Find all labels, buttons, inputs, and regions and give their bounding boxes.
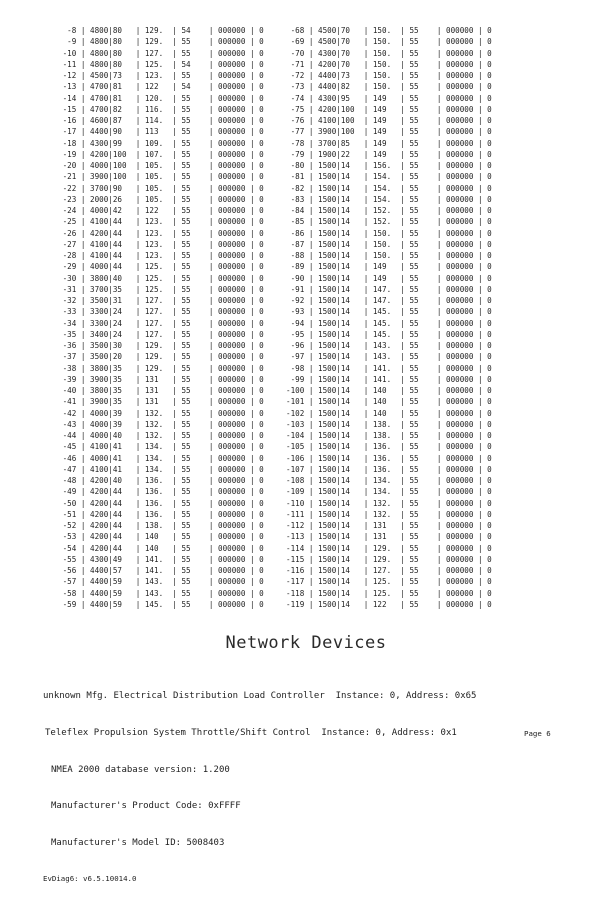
device-detail-line: Manufacturer's Product Code: 0xFFFF [51,801,241,812]
table-row: -104 | 1500|14 | 138. | 55 | 000000 | 0 [286,431,492,440]
table-row: -79 | 1900|22 | 149 | 55 | 000000 | 0 [286,149,492,159]
device-line: Teleflex Propulsion System Throttle/Shift Control Instance: 0, Address: 0x1 [45,728,457,739]
table-row: -56 | 4400|57 | 141. | 55 | 000000 | 0 [58,566,264,575]
table-row: -84 | 1500|14 | 152. | 55 | 000000 | 0 [286,206,492,215]
table-row: -82 | 1500|14 | 154. | 55 | 000000 | 0 [286,183,492,193]
table-row: -21 | 3900|100 | 105. | 55 | 000000 | 0 [58,172,264,182]
table-row: -68 | 4500|70 | 150. | 55 | 000000 | 0 [286,26,492,35]
table-row: -18 | 4300|99 | 109. | 55 | 000000 | 0 [58,138,264,148]
table-row: -109 | 1500|14 | 134. | 55 | 000000 | 0 [286,487,492,497]
table-row: -47 | 4100|41 | 134. | 55 | 000000 | 0 [58,464,264,474]
table-row: -81 | 1500|14 | 154. | 55 | 000000 | 0 [286,172,492,182]
table-row: -44 | 4000|40 | 132. | 55 | 000000 | 0 [58,431,264,440]
table-row: -89 | 1500|14 | 149 | 55 | 000000 | 0 [286,262,492,272]
table-row: -110 | 1500|14 | 132. | 55 | 000000 | 0 [286,498,492,508]
table-row: -76 | 4100|100 | 149 | 55 | 000000 | 0 [286,116,492,125]
table-row: -17 | 4400|90 | 113 | 55 | 000000 | 0 [58,127,264,137]
table-row: -55 | 4300|49 | 141. | 55 | 000000 | 0 [58,554,264,564]
table-row: -69 | 4500|70 | 150. | 55 | 000000 | 0 [286,37,492,47]
table-row: -77 | 3900|100 | 149 | 55 | 000000 | 0 [286,127,492,137]
table-row: -15 | 4700|82 | 116. | 55 | 000000 | 0 [58,104,264,114]
table-row: -23 | 2000|26 | 105. | 55 | 000000 | 0 [58,194,264,204]
table-row: -8 | 4800|80 | 129. | 54 | 000000 | 0 [58,26,264,35]
table-row: -97 | 1500|14 | 143. | 55 | 000000 | 0 [286,352,492,362]
table-row: -94 | 1500|14 | 145. | 55 | 000000 | 0 [286,318,492,328]
table-row: -72 | 4400|73 | 150. | 55 | 000000 | 0 [286,71,492,80]
table-row: -117 | 1500|14 | 125. | 55 | 000000 | 0 [286,577,492,587]
table-row: -106 | 1500|14 | 136. | 55 | 000000 | 0 [286,453,492,463]
network-devices-list [43,666,476,910]
device-detail-line: Manufacturer's Model ID: 5008403 [51,837,225,848]
table-row: -107 | 1500|14 | 136. | 55 | 000000 | 0 [286,464,492,474]
table-row: -73 | 4400|82 | 150. | 55 | 000000 | 0 [286,82,492,92]
table-row: -48 | 4200|40 | 136. | 55 | 000000 | 0 [58,476,264,485]
table-row: -38 | 3800|35 | 129. | 55 | 000000 | 0 [58,363,264,373]
table-row: -12 | 4500|73 | 123. | 55 | 000000 | 0 [58,71,264,80]
table-row: -29 | 4000|44 | 125. | 55 | 000000 | 0 [58,262,264,272]
device-line: unknown Mfg. Electrical Distribution Load Controller Instance: 0, Address: 0x65 [43,691,477,702]
table-row: -22 | 3700|90 | 105. | 55 | 000000 | 0 [58,183,264,193]
table-row: -50 | 4200|44 | 136. | 55 | 000000 | 0 [58,498,264,508]
table-row: -99 | 1500|14 | 141. | 55 | 000000 | 0 [286,374,492,384]
table-row: -11 | 4800|80 | 125. | 54 | 000000 | 0 [58,59,264,69]
table-row: -51 | 4200|44 | 136. | 55 | 000000 | 0 [58,509,264,519]
data-table-right-column [286,25,492,610]
table-row: -91 | 1500|14 | 147. | 55 | 000000 | 0 [286,284,492,294]
table-row: -115 | 1500|14 | 129. | 55 | 000000 | 0 [286,554,492,564]
table-row: -102 | 1500|14 | 140 | 55 | 000000 | 0 [286,408,492,418]
table-row: -100 | 1500|14 | 140 | 55 | 000000 | 0 [286,386,492,395]
table-row: -105 | 1500|14 | 136. | 55 | 000000 | 0 [286,442,492,452]
table-row: -70 | 4300|70 | 150. | 55 | 000000 | 0 [286,48,492,58]
table-row: -42 | 4000|39 | 132. | 55 | 000000 | 0 [58,408,264,418]
table-row: -40 | 3800|35 | 131 | 55 | 000000 | 0 [58,386,264,395]
table-row: -24 | 4000|42 | 122 | 55 | 000000 | 0 [58,206,264,215]
table-row: -83 | 1500|14 | 154. | 55 | 000000 | 0 [286,194,492,204]
table-row: -112 | 1500|14 | 131 | 55 | 000000 | 0 [286,521,492,530]
section-title: Network Devices [225,633,387,653]
table-row: -41 | 3900|35 | 131 | 55 | 000000 | 0 [58,397,264,407]
table-row: -119 | 1500|14 | 122 | 55 | 000000 | 0 [286,599,492,609]
table-row: -118 | 1500|14 | 125. | 55 | 000000 | 0 [286,588,492,598]
table-row: -58 | 4400|59 | 143. | 55 | 000000 | 0 [58,588,264,598]
table-row: -49 | 4200|44 | 136. | 55 | 000000 | 0 [58,487,264,497]
table-row: -28 | 4100|44 | 123. | 55 | 000000 | 0 [58,251,264,260]
table-row: -20 | 4000|100 | 105. | 55 | 000000 | 0 [58,161,264,170]
table-row: -36 | 3500|30 | 129. | 55 | 000000 | 0 [58,341,264,350]
table-row: -43 | 4000|39 | 132. | 55 | 000000 | 0 [58,419,264,429]
table-row: -57 | 4400|59 | 143. | 55 | 000000 | 0 [58,577,264,587]
table-row: -32 | 3500|31 | 127. | 55 | 000000 | 0 [58,296,264,305]
table-row: -95 | 1500|14 | 145. | 55 | 000000 | 0 [286,329,492,339]
table-row: -78 | 3700|85 | 149 | 55 | 000000 | 0 [286,138,492,148]
table-row: -52 | 4200|44 | 138. | 55 | 000000 | 0 [58,521,264,530]
table-row: -9 | 4800|80 | 129. | 55 | 000000 | 0 [58,37,264,47]
table-row: -16 | 4600|87 | 114. | 55 | 000000 | 0 [58,116,264,125]
table-row: -19 | 4200|100 | 107. | 55 | 000000 | 0 [58,149,264,159]
table-row: -31 | 3700|35 | 125. | 55 | 000000 | 0 [58,284,264,294]
table-row: -103 | 1500|14 | 138. | 55 | 000000 | 0 [286,419,492,429]
table-row: -116 | 1500|14 | 127. | 55 | 000000 | 0 [286,566,492,575]
table-row: -33 | 3300|24 | 127. | 55 | 000000 | 0 [58,307,264,317]
table-row: -30 | 3800|40 | 125. | 55 | 000000 | 0 [58,273,264,283]
table-row: -54 | 4200|44 | 140 | 55 | 000000 | 0 [58,543,264,553]
table-row: -71 | 4200|70 | 150. | 55 | 000000 | 0 [286,59,492,69]
table-row: -90 | 1500|14 | 149 | 55 | 000000 | 0 [286,273,492,283]
table-row: -87 | 1500|14 | 150. | 55 | 000000 | 0 [286,239,492,249]
table-row: -88 | 1500|14 | 150. | 55 | 000000 | 0 [286,251,492,260]
table-row: -111 | 1500|14 | 132. | 55 | 000000 | 0 [286,509,492,519]
table-row: -113 | 1500|14 | 131 | 55 | 000000 | 0 [286,532,492,542]
table-row: -92 | 1500|14 | 147. | 55 | 000000 | 0 [286,296,492,305]
table-row: -74 | 4300|95 | 149 | 55 | 000000 | 0 [286,93,492,103]
table-row: -85 | 1500|14 | 152. | 55 | 000000 | 0 [286,217,492,227]
table-row: -75 | 4200|100 | 149 | 55 | 000000 | 0 [286,104,492,114]
table-row: -53 | 4200|44 | 140 | 55 | 000000 | 0 [58,532,264,542]
table-row: -25 | 4100|44 | 123. | 55 | 000000 | 0 [58,217,264,227]
table-row: -46 | 4000|41 | 134. | 55 | 000000 | 0 [58,453,264,463]
table-row: -35 | 3400|24 | 127. | 55 | 000000 | 0 [58,329,264,339]
table-row: -93 | 1500|14 | 145. | 55 | 000000 | 0 [286,307,492,317]
table-row: -34 | 3300|24 | 127. | 55 | 000000 | 0 [58,318,264,328]
table-row: -13 | 4700|81 | 122 | 54 | 000000 | 0 [58,82,264,92]
table-row: -26 | 4200|44 | 123. | 55 | 000000 | 0 [58,228,264,238]
table-row: -45 | 4100|41 | 134. | 55 | 000000 | 0 [58,442,264,452]
device-detail-line: NMEA 2000 database version: 1.200 [51,764,230,775]
table-row: -96 | 1500|14 | 143. | 55 | 000000 | 0 [286,341,492,350]
table-row: -27 | 4100|44 | 123. | 55 | 000000 | 0 [58,239,264,249]
table-row: -101 | 1500|14 | 140 | 55 | 000000 | 0 [286,397,492,407]
table-row: -114 | 1500|14 | 129. | 55 | 000000 | 0 [286,543,492,553]
data-table-left-column [58,25,264,610]
table-row: -108 | 1500|14 | 134. | 55 | 000000 | 0 [286,476,492,485]
page-number: Page 6 [524,729,551,738]
table-row: -14 | 4700|81 | 120. | 55 | 000000 | 0 [58,93,264,103]
table-row: -37 | 3500|20 | 129. | 55 | 000000 | 0 [58,352,264,362]
table-row: -86 | 1500|14 | 150. | 55 | 000000 | 0 [286,228,492,238]
software-version: EvDiag6: v6.5.10014.0 [43,874,137,884]
table-row: -98 | 1500|14 | 141. | 55 | 000000 | 0 [286,363,492,373]
table-row: -80 | 1500|14 | 156. | 55 | 000000 | 0 [286,161,492,170]
table-row: -39 | 3900|35 | 131 | 55 | 000000 | 0 [58,374,264,384]
table-row: -59 | 4400|59 | 145. | 55 | 000000 | 0 [58,599,264,609]
table-row: -10 | 4800|80 | 127. | 55 | 000000 | 0 [58,48,264,58]
